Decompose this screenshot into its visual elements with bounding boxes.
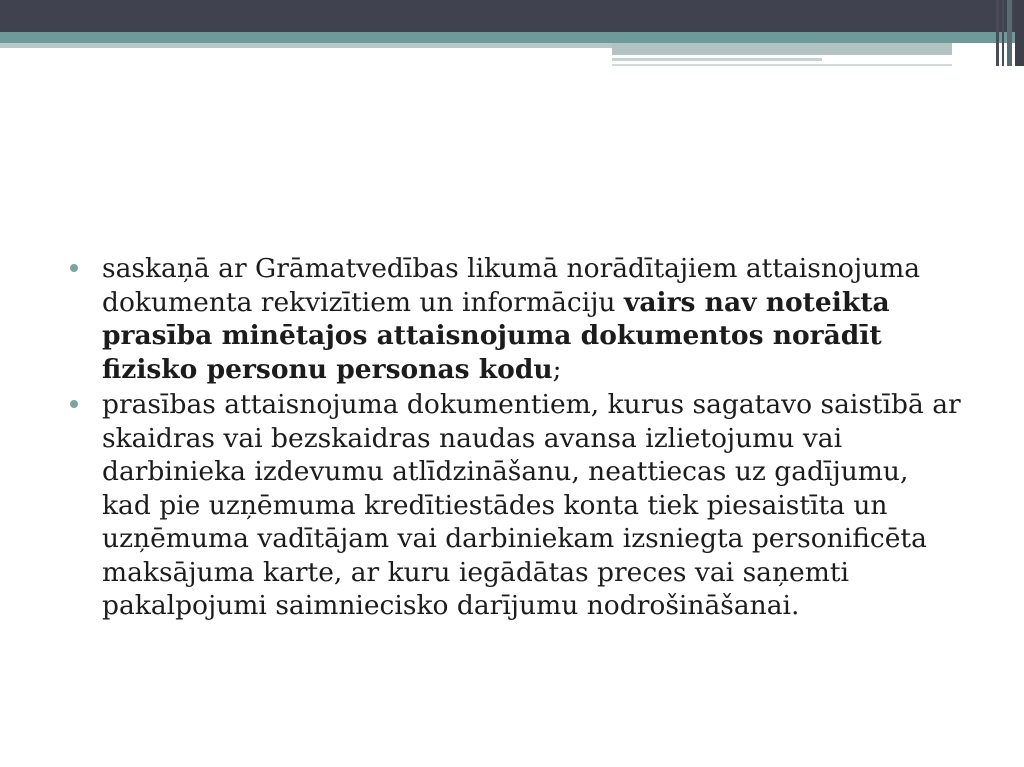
header-thin-line	[612, 58, 822, 61]
header-dark-band	[0, 0, 1024, 32]
bullet-punctuation: ;	[552, 353, 562, 385]
bullet-item	[64, 252, 964, 386]
bullet-bold-text: vairs nav noteikta prasība minētajos attaisnojuma dokumentos norādīt fizisko personu personas kodu	[102, 286, 890, 385]
header-teal-band	[0, 32, 1024, 43]
bullet-icon	[70, 264, 78, 272]
corner-vertical-bar	[996, 0, 999, 66]
bullet-icon	[70, 400, 78, 408]
bullet-text: prasības attaisnojuma dokumentiem, kurus sagatavo saistībā ar skaidras vai bezskaidras naudas avansa izlietojumu vai darbinieka izdevumu atlīdzināšanu, neattiecas uz gadījumu, kad pie uzņēmuma kredītiestādes konta tiek piesaistīta un uzņēmuma vadītājam vai darbiniekam izsniegta personificēta maksājuma karte, ar kuru iegādātas preces vai saņemti pakalpojumi saimniecisko darījumu nodrošināšanai.	[102, 389, 961, 621]
bullet-list	[64, 252, 964, 623]
header-grey-stripe	[0, 43, 612, 48]
corner-vertical-bar	[1007, 0, 1012, 66]
header-thin-line-lower	[612, 64, 952, 66]
bullet-item	[64, 388, 964, 623]
corner-vertical-bar	[1002, 0, 1004, 66]
header-grey-stripe-right	[612, 43, 952, 55]
slide-body	[64, 252, 964, 625]
corner-vertical-bar	[1015, 0, 1024, 66]
bullet-text: saskaņā ar Grāmatvedības likumā norādītajiem attaisnojuma dokumenta rekvizītiem un informāciju	[102, 253, 921, 318]
